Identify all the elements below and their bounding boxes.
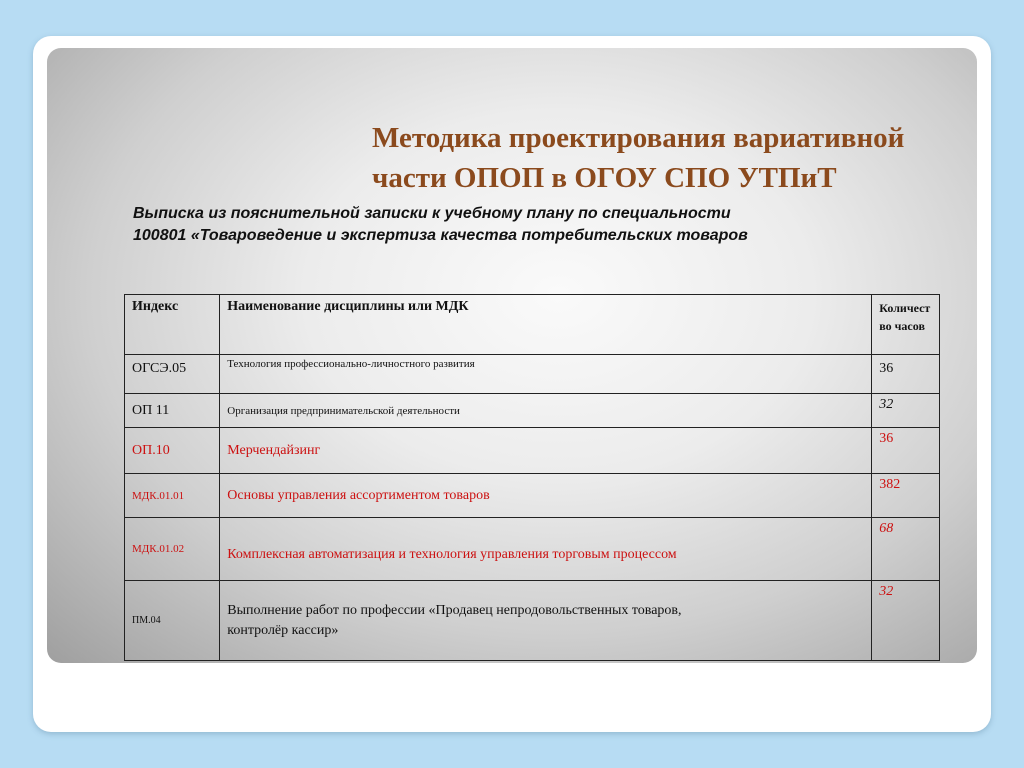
slide-subtitle-line-1: Выписка из пояснительной записки к учебному плану по специальности	[133, 205, 731, 222]
table-row	[125, 581, 940, 661]
table-row	[125, 355, 940, 394]
row-name-line-1: Выполнение работ по профессии «Продавец непродовольственных товаров,	[227, 602, 682, 618]
row-name: Организация предпринимательской деятельности	[220, 394, 872, 428]
row-hours: 382	[872, 474, 940, 518]
row-name: Комплексная автоматизация и технология управления торговым процессом	[220, 518, 872, 581]
row-name: Технология профессионально-личностного развития	[220, 355, 872, 394]
slide-subtitle	[133, 203, 913, 247]
table-header-row	[125, 295, 940, 355]
header-index: Индекс	[125, 295, 220, 355]
row-index: ОП.10	[125, 428, 220, 474]
row-index: ОП 11	[125, 394, 220, 428]
row-name: Мерчендайзинг	[220, 428, 872, 474]
slide-title-line-1: Методика проектирования вариативной	[372, 122, 905, 154]
header-name: Наименование дисциплины или МДК	[220, 295, 872, 355]
row-index: МДК.01.01	[125, 474, 220, 518]
curriculum-table	[124, 294, 940, 661]
table-row	[125, 518, 940, 581]
row-name	[220, 581, 872, 661]
row-index: ПМ.04	[125, 581, 220, 661]
table-row	[125, 474, 940, 518]
table-row	[125, 428, 940, 474]
slide-title	[372, 118, 972, 198]
row-hours: 68	[872, 518, 940, 581]
slide-subtitle-line-2: 100801 «Товароведение и экспертиза качества потребительских товаров	[133, 227, 748, 244]
row-name-line-2: контролёр кассир»	[227, 622, 339, 638]
slide-title-line-2: части ОПОП в ОГОУ СПО УТПиТ	[372, 162, 837, 194]
row-name: Основы управления ассортиментом товаров	[220, 474, 872, 518]
row-hours: 36	[872, 428, 940, 474]
table-row	[125, 394, 940, 428]
row-index: ОГСЭ.05	[125, 355, 220, 394]
row-hours: 32	[872, 394, 940, 428]
row-hours: 32	[872, 581, 940, 661]
row-hours: 36	[872, 355, 940, 394]
row-index: МДК.01.02	[125, 518, 220, 581]
header-hours-line-1: Количест	[879, 301, 931, 315]
header-hours-line-2: во часов	[879, 319, 925, 333]
header-hours	[872, 295, 940, 355]
